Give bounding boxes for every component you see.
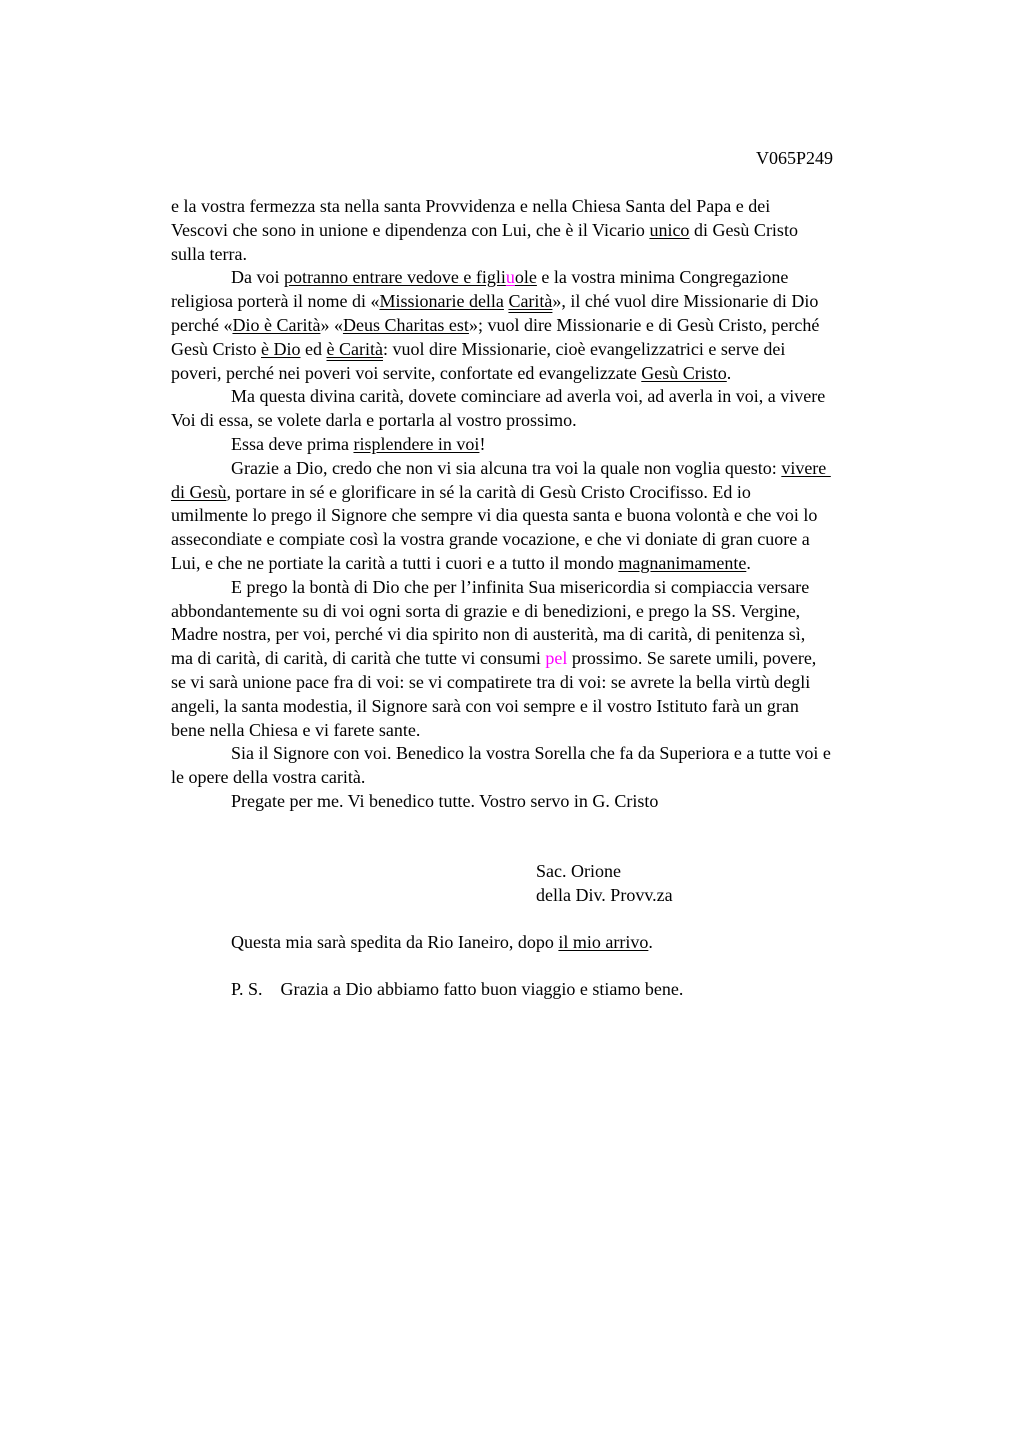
text-segment: Sia il Signore con voi. Benedico la vostra Sorella che fa da Superiora e a tutte voi e	[231, 743, 831, 763]
underlined-text: unico	[649, 220, 690, 240]
text-segment: e la vostra fermezza sta nella santa Provvidenza e nella Chiesa Santa del Papa e dei	[171, 196, 771, 216]
text-line	[171, 314, 819, 336]
text-segment: : vuol dire Missionarie, cioè evangelizzatrici e serve dei	[382, 339, 786, 359]
text-line	[171, 243, 247, 265]
signature-line: Sac. Orione	[536, 861, 621, 881]
text-segment: sulla terra.	[171, 244, 247, 264]
postscript-line	[231, 931, 653, 953]
text-segment: abbondantemente su di voi ogni sorta di grazie e di benedizioni, e prego la SS. Vergine,	[171, 601, 801, 621]
text-line	[171, 623, 805, 645]
text-segment: Grazie a Dio, credo che non vi sia alcuna tra voi la quale non voglia questo:	[231, 458, 782, 478]
text-line	[231, 433, 485, 455]
text-segment: E prego la bontà di Dio che per l’infinita Sua misericordia si compiaccia versare	[231, 577, 810, 597]
text-segment: .	[726, 363, 732, 383]
text-line	[231, 457, 831, 479]
text-segment: Gesù Cristo	[171, 339, 261, 359]
text-segment: Questa mia sarà spedita da Rio Ianeiro, dopo	[231, 932, 559, 952]
text-segment: Da voi	[231, 267, 284, 287]
text-segment: , portare in sé e glorificare in sé la carità di Gesù Cristo Crocifisso. Ed io	[226, 482, 751, 502]
page-identifier: V065P249	[756, 148, 834, 168]
text-segment: ed	[300, 339, 327, 359]
text-segment: Lui, e che ne portiate la carità a tutti i cuori e a tutto il mondo	[171, 553, 619, 573]
text-segment: !	[479, 434, 486, 454]
text-segment: », il ché vuol dire Missionarie di Dio	[552, 291, 819, 311]
underlined-text: il mio arrivo	[558, 932, 649, 952]
underlined-text: Gesù Cristo	[641, 363, 727, 383]
text-segment: umilmente lo prego il Signore che sempre vi dia questa santa e buona volontà e che voi lo	[171, 505, 818, 525]
text-line	[171, 528, 810, 550]
postscript-line	[231, 978, 683, 1000]
text-segment: pel	[545, 648, 568, 668]
text-segment: angeli, la santa modestia, il Signore sarà con voi sempre e il vostro Istituto farà un gran	[171, 696, 799, 716]
text-line	[171, 671, 810, 693]
text-line	[171, 362, 731, 384]
underlined-text: ole	[514, 267, 537, 287]
text-segment: Madre nostra, per voi, perché vi dia spirito non di austerità, ma di carità, di penitenza sì,	[171, 624, 806, 644]
text-line	[171, 647, 816, 669]
text-segment: Vescovi che sono in unione e dipendenza con Lui, che è il Vicario	[171, 220, 650, 240]
text-line	[171, 219, 798, 241]
text-line	[231, 576, 809, 598]
underlined-text: risplendere in voi	[353, 434, 480, 454]
text-line	[231, 266, 788, 288]
text-line	[171, 195, 770, 217]
underlined-text: Deus Charitas est	[342, 315, 469, 335]
text-line	[231, 385, 825, 407]
text-segment: » «	[320, 315, 343, 335]
text-segment: le opere della vostra carità.	[171, 767, 366, 787]
text-segment: P. S. Grazia a Dio abbiamo fatto buon viaggio e stiamo bene.	[231, 979, 684, 999]
underlined-text: potranno entrare vedove e figli	[284, 267, 506, 287]
text-segment: prossimo. Se sarete umili, povere,	[567, 648, 817, 668]
text-segment: »; vuol dire Missionarie e di Gesù Cristo, perché	[468, 315, 820, 335]
text-segment: perché «	[171, 315, 233, 335]
text-line	[171, 481, 751, 503]
underlined-text: magnanimamente	[618, 553, 747, 573]
text-segment: .	[648, 932, 653, 952]
text-segment: e la vostra minima Congregazione	[536, 267, 789, 287]
text-line	[171, 766, 365, 788]
text-segment: bene nella Chiesa e vi farete sante.	[171, 720, 421, 740]
underlined-text: è Dio	[261, 339, 301, 359]
underlined-text: Carità	[508, 291, 553, 311]
underlined-text: Missionarie della	[379, 291, 504, 311]
text-line	[171, 409, 577, 431]
text-segment: Pregate per me. Vi benedico tutte. Vostro servo in G. Cristo	[231, 791, 659, 811]
text-line	[171, 695, 799, 717]
text-segment: assecondiate e compiate così la vostra grande vocazione, e che vi doniate di gran cuore a	[171, 529, 810, 549]
text-line	[231, 742, 831, 764]
text-segment: Voi di essa, se volete darla e portarla al vostro prossimo.	[171, 410, 577, 430]
text-segment: poveri, perché nei poveri voi servite, confortate ed evangelizzate	[171, 363, 642, 383]
text-segment: Essa deve prima	[231, 434, 354, 454]
underlined-text: è Carità	[326, 339, 383, 359]
text-line	[171, 719, 420, 741]
text-segment: ma di carità, di carità, di carità che tutte vi consumi	[171, 648, 546, 668]
text-segment: Ma questa divina carità, dovete cominciare ad averla voi, ad averla in voi, a vivere	[231, 386, 826, 406]
underlined-text: Dio è Carità	[232, 315, 321, 335]
text-segment: religiosa porterà il nome di «	[171, 291, 380, 311]
text-line	[231, 790, 658, 812]
text-line	[171, 552, 751, 574]
text-line	[171, 504, 817, 526]
signature-line: della Div. Provv.za	[536, 885, 673, 905]
text-segment: .	[746, 553, 751, 573]
text-line	[171, 338, 785, 360]
underlined-text: vivere	[781, 458, 831, 478]
underlined-text: u	[505, 267, 515, 287]
text-segment: di Gesù Cristo	[689, 220, 798, 240]
underlined-text: di Gesù	[171, 482, 227, 502]
text-line	[171, 290, 818, 312]
text-segment: se vi sarà unione pace fra di voi: se vi compatirete tra di voi: se avrete la bella virtù degli	[171, 672, 811, 692]
text-line	[171, 600, 800, 622]
